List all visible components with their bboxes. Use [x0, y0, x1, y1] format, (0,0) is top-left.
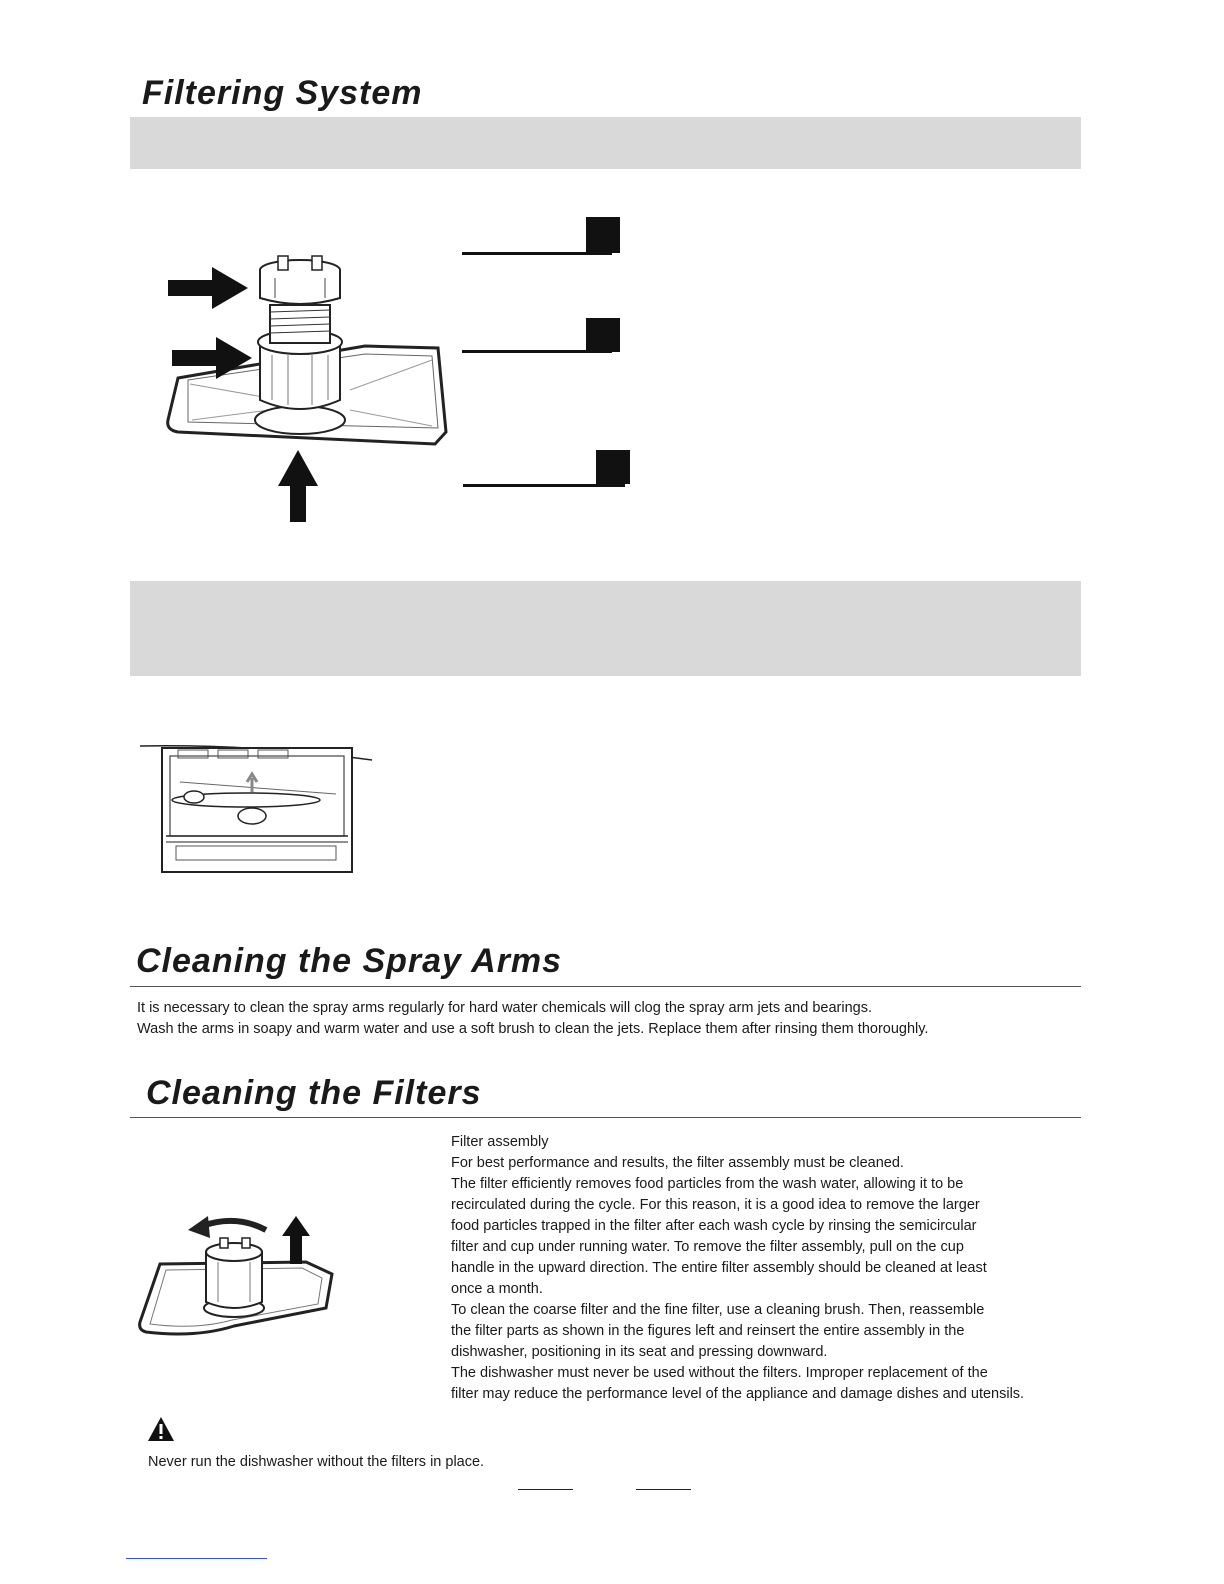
filters-line: handle in the upward direction. The entire filter assembly should be cleaned at least	[451, 1260, 987, 1276]
heading-filtering-system: Filtering System	[142, 74, 423, 112]
filters-line: filter and cup under running water. To remove the filter assembly, pull on the cup	[451, 1239, 964, 1255]
callout-marker-3	[596, 450, 630, 484]
spray-arms-line-1: It is necessary to clean the spray arms regularly for hard water chemicals will clog the spray arm jets and bearings.	[137, 1000, 872, 1016]
filters-line: once a month.	[451, 1281, 543, 1297]
heading-cleaning-spray-arms: Cleaning the Spray Arms	[136, 942, 563, 980]
section-divider	[130, 1117, 1081, 1118]
filters-line: food particles trapped in the filter after each wash cycle by rinsing the semicircular	[451, 1218, 977, 1234]
spray-arms-line-2: Wash the arms in soapy and warm water and use a soft brush to clean the jets. Replace them after rinsing them thoroughly.	[137, 1021, 929, 1037]
callout-line-3	[463, 484, 625, 487]
warning-text	[148, 1452, 484, 1473]
arrow-right-icon	[166, 265, 250, 311]
filters-line: filter may reduce the performance level of the appliance and damage dishes and utensils.	[451, 1386, 1025, 1402]
filters-line: To clean the coarse filter and the fine filter, use a cleaning brush. Then, reassemble	[451, 1302, 985, 1318]
gray-bar-top	[130, 117, 1081, 169]
filters-paragraph	[451, 1132, 1111, 1405]
filters-line: recirculated during the cycle. For this reason, it is a good idea to remove the larger	[451, 1197, 980, 1213]
warning-text-line: Never run the dishwasher without the filters in place.	[148, 1454, 485, 1470]
footer-underline-left	[518, 1489, 573, 1490]
gray-bar-middle	[130, 581, 1081, 676]
arrow-up-icon	[276, 448, 320, 524]
footer-underline-right	[636, 1489, 691, 1490]
dishwasher-interior-diagram	[136, 742, 376, 877]
arrow-right-icon	[170, 335, 254, 381]
spray-arms-paragraph	[137, 998, 1087, 1040]
filters-line: the filter parts as shown in the figures left and reinsert the entire assembly in the	[451, 1323, 965, 1339]
filters-line: For best performance and results, the filter assembly must be cleaned.	[451, 1155, 904, 1171]
warning-triangle-icon	[147, 1416, 175, 1442]
filters-line: The dishwasher must never be used without the filters. Improper replacement of the	[451, 1365, 988, 1381]
callout-marker-2	[586, 318, 620, 352]
filters-line: dishwasher, positioning in its seat and pressing downward.	[451, 1344, 828, 1360]
filters-line: Filter assembly	[451, 1134, 549, 1150]
filters-line: The filter efficiently removes food particles from the wash water, allowing it to be	[451, 1176, 964, 1192]
section-divider	[130, 986, 1081, 987]
filter-removal-diagram	[136, 1212, 341, 1342]
callout-marker-1	[586, 217, 620, 253]
heading-cleaning-filters: Cleaning the Filters	[146, 1074, 482, 1112]
footer-link-line	[126, 1558, 267, 1559]
